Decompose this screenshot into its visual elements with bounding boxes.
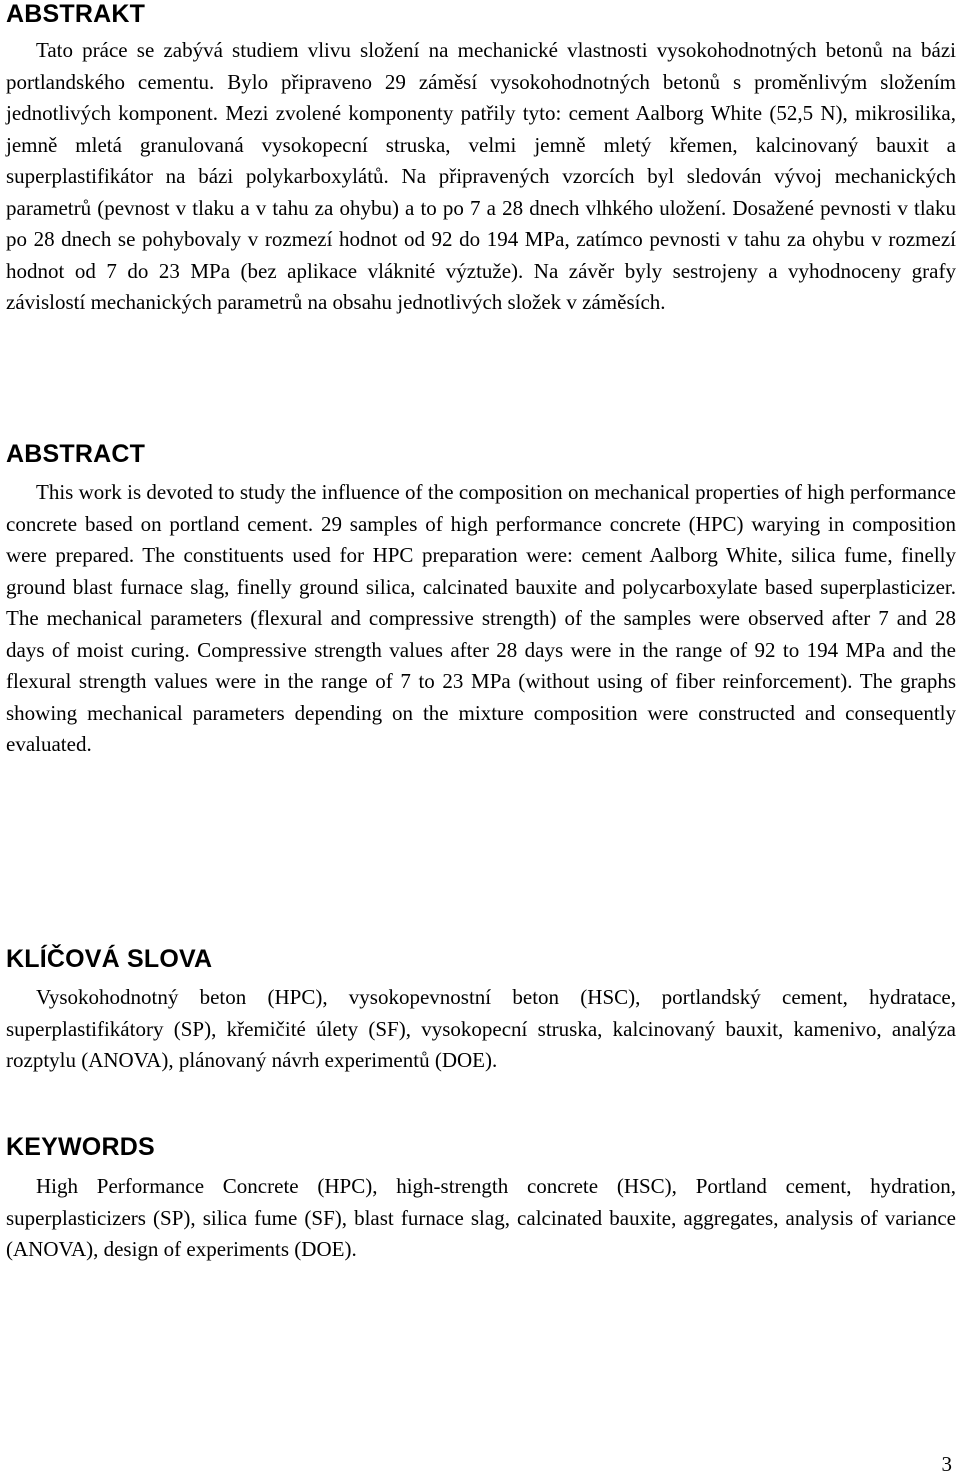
abstract-paragraph: This work is devoted to study the influence of the composition on mechanical properties of high performance concrete based on portland cement. 29 samples of high performance concrete (HPC) warying in composition were prepared. The constituents used for HPC preparation were: cement Aalborg White, silica fume, finelly ground blast furnace slag, finelly ground silica, calcinated bauxite and polycarboxylate based superplasticizer. The mechanical parameters (flexural and compressive strength) of the samples were observed after 7 and 28 days of moist curing. Compressive strength values after 28 days were in the range of 92 to 194 MPa and the flexural strength values were in the range of 7 to 23 MPa (without using of fiber reinforcement). The graphs showing mechanical parameters depending on the mixture composition were constructed and consequently evaluated.	[6, 480, 956, 756]
page-number: 3	[941, 1452, 952, 1476]
keywords-paragraph: High Performance Concrete (HPC), high-strength concrete (HSC), Portland cement, hydration, superplasticizers (SP), silica fume (SF), blast furnace slag, calcinated bauxite, aggregates, analysis of variance (ANOVA), design of experiments (DOE).	[6, 1174, 956, 1261]
abstrakt-paragraph: Tato práce se zabývá studiem vlivu složení na mechanické vlastnosti vysokohodnotných betonů na bázi portlandského cementu. Bylo připraveno 29 záměsí vysokohodnotných betonů s proměnlivým složením jednotlivých komponent. Mezi zvolené komponenty patřily tyto: cement Aalborg White (52,5 N), mikrosilika, jemně mletá granulovaná vysokopecní struska, velmi jemně mletý křemen, kalcinovaný bauxit a superplastifikátor na bázi polykarboxylátů. Na připravených vzorcích byl sledován vývoj mechanických parametrů (pevnost v tlaku a v tahu za ohybu) a to po 7 a 28 dnech vlhkého uložení. Dosažené pevnosti v tlaku po 28 dnech se pohybovaly v rozmezí hodnot od 92 do 194 MPa, zatímco pevnosti v tahu za ohybu v rozmezí hodnot od 7 do 23 MPa (bez aplikace vláknité výztuže). Na závěr byly sestrojeny a vyhodnoceny grafy závislostí mechanických parametrů na obsahu jednotlivých složek v záměsích.	[6, 38, 956, 314]
abstrakt-heading: ABSTRAKT	[6, 0, 146, 28]
keywords-heading: KEYWORDS	[6, 1133, 155, 1161]
klicova-slova-heading: KLÍČOVÁ SLOVA	[6, 945, 213, 973]
klicova-slova-paragraph: Vysokohodnotný beton (HPC), vysokopevnostní beton (HSC), portlandský cement, hydratace, superplastifikátory (SP), křemičité úlety (SF), vysokopecní struska, kalcinovaný bauxit, kamenivo, analýza rozptylu (ANOVA), plánovaný návrh experimentů (DOE).	[6, 985, 956, 1072]
abstract-heading: ABSTRACT	[6, 440, 146, 468]
